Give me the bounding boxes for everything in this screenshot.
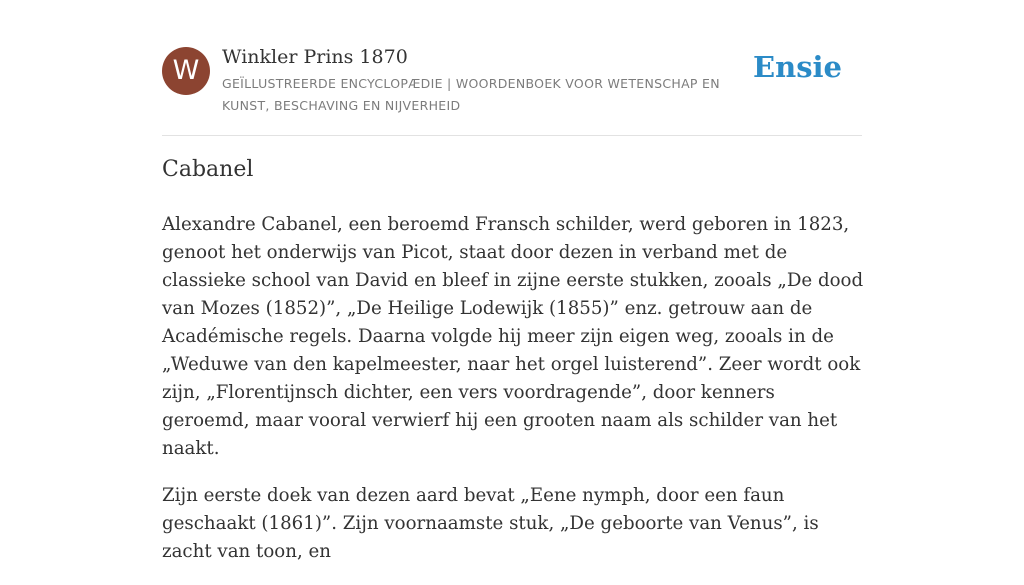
article-paragraph-1: Alexandre Cabanel, een beroemd Fransch schilder, werd geboren in 1823, genoot het onderwijs van Picot, staat door dezen in verband met de classieke school van David en bleef in zijne eerste stukken, zooals „De dood van Mozes (1852)”, „De Heilige Lodewijk (1855)” enz. getrouw aan de Académische regels. Daarna volgde hij meer zijn eigen weg, zooals in de „Weduwe van den kapelmeester, naar het orgel luisterend”. Zeer wordt ook zijn, „Florentijnsch dichter, een vers voordragende”, door kenners geroemd, maar vooral verwierf hij een grooten naam als schilder van het naakt. — [162, 214, 864, 459]
source-subtitle: GEÏLLUSTREERDE ENCYCLOPÆDIE | WOORDENBOEK VOOR WETENSCHAP EN KUNST, BESCHAVING EN NIJVERHEID — [222, 76, 720, 113]
source-avatar: W — [162, 47, 210, 95]
article-title: Cabanel — [162, 157, 254, 182]
article-paragraph-2: Zijn eerste doek van dezen aard bevat „Eene nymph, door een faun geschaakt (1861)”. Zijn voornaamste stuk, „De geboorte van Venus”, is zacht van toon, en — [162, 485, 819, 562]
source-title[interactable]: Winkler Prins 1870 — [222, 46, 408, 68]
source-header — [162, 44, 862, 136]
article-body — [162, 211, 864, 585]
ensie-logo[interactable]: Ensie — [753, 50, 842, 84]
